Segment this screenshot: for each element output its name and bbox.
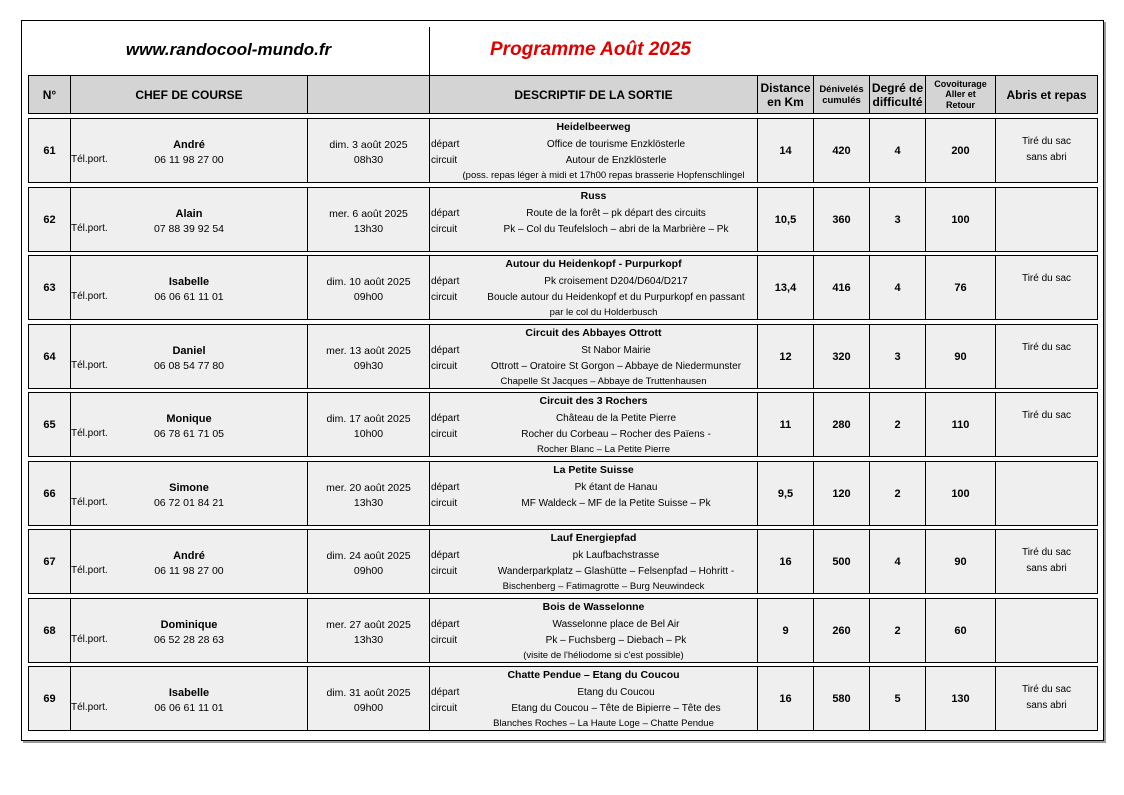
phone-label: Tél.port. bbox=[71, 360, 108, 371]
repas-line1: Tiré du sac bbox=[1021, 547, 1072, 558]
table-row bbox=[28, 666, 1098, 731]
depart-location: pk Laufbachstrasse bbox=[572, 550, 660, 561]
distance-value: 14 bbox=[758, 119, 814, 182]
leader-phone: 06 06 61 11 01 bbox=[154, 702, 224, 714]
description-cell bbox=[430, 393, 758, 456]
outing-title: Circuit des 3 Rochers bbox=[539, 395, 648, 407]
circuit-extra: par le col du Holderbusch bbox=[549, 307, 658, 318]
outing-title: Heidelbeerweg bbox=[556, 121, 631, 133]
leader-phone: 06 08 54 77 80 bbox=[153, 360, 225, 372]
date-cell bbox=[308, 599, 430, 662]
leader-name: André bbox=[173, 550, 205, 562]
outing-title: Lauf Energiepfad bbox=[550, 532, 637, 544]
outing-number: 66 bbox=[29, 462, 71, 525]
depart-label: départ bbox=[431, 687, 460, 698]
difficulty-value: 5 bbox=[870, 667, 926, 730]
phone-label: Tél.port. bbox=[71, 497, 108, 508]
denivele-value: 416 bbox=[814, 256, 870, 319]
depart-label: départ bbox=[431, 619, 460, 630]
col-date-header bbox=[308, 76, 430, 113]
leader-phone: 07 88 39 92 54 bbox=[153, 223, 225, 235]
col-deniveles-line1: Dénivelés bbox=[819, 83, 864, 95]
difficulty-value: 2 bbox=[870, 393, 926, 456]
depart-label: départ bbox=[431, 482, 460, 493]
leader-phone: 06 06 61 11 01 bbox=[154, 291, 224, 303]
distance-value: 12 bbox=[758, 325, 814, 388]
circuit-extra: (visite de l'héliodome si c'est possible) bbox=[523, 650, 684, 661]
leader-name: Daniel bbox=[172, 345, 206, 357]
leader-cell bbox=[71, 462, 308, 525]
depart-label: départ bbox=[431, 276, 460, 287]
table-row bbox=[28, 461, 1098, 526]
depart-location: Pk croisement D204/D604/D217 bbox=[544, 276, 688, 287]
outing-time: 09h00 bbox=[353, 565, 384, 577]
covoiturage-value: 200 bbox=[926, 119, 996, 182]
difficulty-value: 2 bbox=[870, 599, 926, 662]
leader-phone: 06 11 98 27 00 bbox=[154, 154, 224, 166]
difficulty-value: 3 bbox=[870, 325, 926, 388]
leader-phone: 06 52 28 28 63 bbox=[153, 634, 225, 646]
phone-label: Tél.port. bbox=[71, 223, 108, 234]
leader-name: Isabelle bbox=[168, 687, 210, 699]
col-descriptif-header: DESCRIPTIF DE LA SORTIE bbox=[430, 76, 758, 113]
circuit-route: Etang du Coucou – Tête de Bipierre – Tête des bbox=[511, 703, 721, 714]
abris-repas-cell bbox=[996, 530, 1097, 593]
covoiturage-value: 130 bbox=[926, 667, 996, 730]
date-cell bbox=[308, 256, 430, 319]
col-covoiturage-line2: Aller et bbox=[945, 89, 976, 100]
outing-time: 09h30 bbox=[353, 360, 384, 372]
programme-title: Programme Août 2025 bbox=[490, 39, 691, 60]
leader-cell bbox=[71, 393, 308, 456]
depart-label: départ bbox=[431, 550, 460, 561]
date-cell bbox=[308, 462, 430, 525]
col-covoiturage-line1: Covoiturage bbox=[934, 78, 987, 89]
leader-phone: 06 78 61 71 05 bbox=[153, 428, 225, 440]
depart-location: Pk étant de Hanau bbox=[574, 482, 658, 493]
leader-name: André bbox=[173, 139, 205, 151]
outing-date: mer. 6 août 2025 bbox=[329, 208, 408, 220]
circuit-extra: (poss. repas léger à midi et 17h00 repas brasserie Hopfenschlingel bbox=[462, 170, 745, 181]
site-url: www.randocool-mundo.fr bbox=[125, 40, 332, 59]
covoiturage-value: 100 bbox=[926, 462, 996, 525]
col-distance-header bbox=[758, 76, 814, 113]
table-row bbox=[28, 255, 1098, 320]
leader-name: Alain bbox=[175, 208, 203, 220]
abris-repas-cell bbox=[996, 325, 1097, 388]
abris-repas-cell bbox=[996, 119, 1097, 182]
leader-cell bbox=[71, 256, 308, 319]
leader-cell bbox=[71, 188, 308, 251]
circuit-label: circuit bbox=[431, 361, 458, 372]
circuit-label: circuit bbox=[431, 498, 458, 509]
col-deniveles-header bbox=[814, 76, 870, 113]
date-cell bbox=[308, 188, 430, 251]
date-cell bbox=[308, 667, 430, 730]
col-degre-line2: difficulté bbox=[872, 94, 923, 109]
description-cell bbox=[430, 462, 758, 525]
denivele-value: 580 bbox=[814, 667, 870, 730]
circuit-route: MF Waldeck – MF de la Petite Suisse – Pk bbox=[521, 498, 711, 509]
outing-date: dim. 31 août 2025 bbox=[326, 687, 411, 699]
covoiturage-value: 76 bbox=[926, 256, 996, 319]
col-num-header: N° bbox=[29, 76, 71, 113]
outing-title: La Petite Suisse bbox=[553, 464, 634, 476]
depart-label: départ bbox=[431, 139, 460, 150]
date-cell bbox=[308, 325, 430, 388]
difficulty-value: 4 bbox=[870, 530, 926, 593]
phone-label: Tél.port. bbox=[71, 702, 108, 713]
covoiturage-value: 60 bbox=[926, 599, 996, 662]
circuit-label: circuit bbox=[431, 224, 458, 235]
col-chef-header: CHEF DE COURSE bbox=[71, 76, 308, 113]
covoiturage-value: 90 bbox=[926, 325, 996, 388]
leader-cell bbox=[71, 325, 308, 388]
abris-repas-cell bbox=[996, 393, 1097, 456]
depart-location: St Nabor Mairie bbox=[581, 345, 651, 356]
distance-value: 13,4 bbox=[758, 256, 814, 319]
repas-line1: Tiré du sac bbox=[1021, 136, 1072, 147]
outing-time: 09h00 bbox=[353, 291, 384, 303]
phone-label: Tél.port. bbox=[71, 565, 108, 576]
outing-title: Autour du Heidenkopf - Purpurkopf bbox=[505, 258, 682, 270]
table-row bbox=[28, 529, 1098, 594]
phone-label: Tél.port. bbox=[71, 154, 108, 165]
abris-repas-cell bbox=[996, 256, 1097, 319]
phone-label: Tél.port. bbox=[71, 291, 108, 302]
date-cell bbox=[308, 530, 430, 593]
circuit-extra: Bischenberg – Fatimagrotte – Burg Neuwindeck bbox=[502, 581, 705, 592]
repas-line2: sans abri bbox=[1026, 152, 1067, 163]
date-cell bbox=[308, 119, 430, 182]
description-cell bbox=[430, 325, 758, 388]
leader-name: Dominique bbox=[160, 619, 218, 631]
col-distance-line2: en Km bbox=[767, 94, 804, 109]
repas-line1: Tiré du sac bbox=[1021, 273, 1072, 284]
denivele-value: 500 bbox=[814, 530, 870, 593]
covoiturage-value: 100 bbox=[926, 188, 996, 251]
denivele-value: 120 bbox=[814, 462, 870, 525]
leader-name: Simone bbox=[169, 482, 209, 494]
covoiturage-value: 110 bbox=[926, 393, 996, 456]
leader-phone: 06 11 98 27 00 bbox=[154, 565, 224, 577]
col-deniveles-line2: cumulés bbox=[822, 94, 861, 106]
repas-line2: sans abri bbox=[1026, 700, 1067, 711]
circuit-label: circuit bbox=[431, 635, 458, 646]
difficulty-value: 4 bbox=[870, 256, 926, 319]
outing-date: dim. 24 août 2025 bbox=[326, 550, 411, 562]
col-abris-header: Abris et repas bbox=[1006, 87, 1087, 102]
outing-number: 64 bbox=[29, 325, 71, 388]
outing-title: Bois de Wasselonne bbox=[542, 601, 645, 613]
outing-date: dim. 17 août 2025 bbox=[326, 413, 411, 425]
abris-repas-cell bbox=[996, 188, 1097, 251]
distance-value: 11 bbox=[758, 393, 814, 456]
leader-name: Monique bbox=[166, 413, 212, 425]
distance-value: 16 bbox=[758, 530, 814, 593]
col-degre-line1: Degré de bbox=[871, 80, 924, 95]
document-header bbox=[22, 21, 1103, 75]
description-cell bbox=[430, 599, 758, 662]
denivele-value: 260 bbox=[814, 599, 870, 662]
leader-phone: 06 72 01 84 21 bbox=[153, 497, 225, 509]
outing-date: mer. 27 août 2025 bbox=[326, 619, 411, 631]
table-row bbox=[28, 118, 1098, 183]
col-distance-line1: Distance bbox=[760, 80, 811, 95]
description-cell bbox=[430, 530, 758, 593]
repas-line1: Tiré du sac bbox=[1021, 684, 1072, 695]
header-divider bbox=[429, 27, 430, 75]
outing-date: mer. 20 août 2025 bbox=[326, 482, 411, 494]
phone-label: Tél.port. bbox=[71, 634, 108, 645]
phone-label: Tél.port. bbox=[71, 428, 108, 439]
circuit-extra: Rocher Blanc – La Petite Pierre bbox=[536, 444, 671, 455]
distance-value: 16 bbox=[758, 667, 814, 730]
covoiturage-value: 90 bbox=[926, 530, 996, 593]
outing-number: 65 bbox=[29, 393, 71, 456]
leader-cell bbox=[71, 119, 308, 182]
outing-number: 61 bbox=[29, 119, 71, 182]
circuit-route: Pk – Fuchsberg – Diebach – Pk bbox=[545, 635, 687, 646]
repas-line2: sans abri bbox=[1026, 563, 1067, 574]
table-row bbox=[28, 187, 1098, 252]
table-header bbox=[28, 75, 1098, 114]
depart-location: Etang du Coucou bbox=[577, 687, 655, 698]
depart-location: Route de la forêt – pk départ des circuits bbox=[526, 208, 706, 219]
description-cell bbox=[430, 188, 758, 251]
distance-value: 10,5 bbox=[758, 188, 814, 251]
leader-cell bbox=[71, 599, 308, 662]
outing-time: 08h30 bbox=[353, 154, 384, 166]
leader-name: Isabelle bbox=[168, 276, 210, 288]
leader-cell bbox=[71, 667, 308, 730]
table-row bbox=[28, 392, 1098, 457]
outing-date: dim. 3 août 2025 bbox=[329, 139, 408, 151]
circuit-label: circuit bbox=[431, 703, 458, 714]
distance-value: 9 bbox=[758, 599, 814, 662]
circuit-label: circuit bbox=[431, 155, 458, 166]
circuit-route: Wanderparkplatz – Glashütte – Felsenpfad – Hohritt - bbox=[497, 566, 735, 577]
outing-number: 68 bbox=[29, 599, 71, 662]
depart-label: départ bbox=[431, 413, 460, 424]
circuit-route: Boucle autour du Heidenkopf et du Purpurkopf en passant bbox=[487, 292, 745, 303]
col-covoiturage-header bbox=[926, 76, 996, 113]
abris-repas-cell bbox=[996, 667, 1097, 730]
table-row bbox=[28, 598, 1098, 663]
outing-date: mer. 13 août 2025 bbox=[326, 345, 411, 357]
difficulty-value: 4 bbox=[870, 119, 926, 182]
distance-value: 9,5 bbox=[758, 462, 814, 525]
depart-location: Château de la Petite Pierre bbox=[555, 413, 677, 424]
difficulty-value: 3 bbox=[870, 188, 926, 251]
denivele-value: 420 bbox=[814, 119, 870, 182]
circuit-label: circuit bbox=[431, 566, 458, 577]
outing-number: 69 bbox=[29, 667, 71, 730]
date-cell bbox=[308, 393, 430, 456]
outing-time: 09h00 bbox=[353, 702, 384, 714]
outing-time: 13h30 bbox=[353, 634, 384, 646]
denivele-value: 280 bbox=[814, 393, 870, 456]
programme-document bbox=[21, 20, 1104, 741]
outing-title: Chatte Pendue – Etang du Coucou bbox=[507, 669, 680, 681]
col-covoiturage-line3: Retour bbox=[946, 99, 975, 110]
description-cell bbox=[430, 667, 758, 730]
outing-time: 13h30 bbox=[353, 497, 384, 509]
depart-location: Office de tourisme Enzklösterle bbox=[546, 139, 686, 150]
abris-repas-cell bbox=[996, 462, 1097, 525]
leader-cell bbox=[71, 530, 308, 593]
outing-title: Circuit des Abbayes Ottrott bbox=[525, 327, 662, 339]
circuit-extra: Chapelle St Jacques – Abbaye de Truttenhausen bbox=[500, 376, 707, 387]
outing-number: 63 bbox=[29, 256, 71, 319]
circuit-label: circuit bbox=[431, 429, 458, 440]
outing-date: dim. 10 août 2025 bbox=[326, 276, 411, 288]
circuit-route: Ottrott – Oratoire St Gorgon – Abbaye de Niedermunster bbox=[490, 361, 742, 372]
outing-time: 13h30 bbox=[353, 223, 384, 235]
denivele-value: 360 bbox=[814, 188, 870, 251]
difficulty-value: 2 bbox=[870, 462, 926, 525]
outing-time: 10h00 bbox=[353, 428, 384, 440]
circuit-extra: Blanches Roches – La Haute Loge – Chatte Pendue bbox=[493, 718, 714, 729]
depart-label: départ bbox=[431, 208, 460, 219]
outing-number: 67 bbox=[29, 530, 71, 593]
circuit-route: Rocher du Corbeau – Rocher des Païens - bbox=[521, 429, 711, 440]
circuit-route: Pk – Col du Teufelsloch – abri de la Marbrière – Pk bbox=[503, 224, 729, 235]
depart-location: Wasselonne place de Bel Air bbox=[552, 619, 680, 630]
repas-line1: Tiré du sac bbox=[1021, 410, 1072, 421]
description-cell bbox=[430, 256, 758, 319]
circuit-label: circuit bbox=[431, 292, 458, 303]
circuit-route: Autour de Enzklösterle bbox=[565, 155, 667, 166]
outing-number: 62 bbox=[29, 188, 71, 251]
repas-line1: Tiré du sac bbox=[1021, 342, 1072, 353]
table-row bbox=[28, 324, 1098, 389]
outing-title: Russ bbox=[580, 190, 607, 202]
abris-repas-cell bbox=[996, 599, 1097, 662]
denivele-value: 320 bbox=[814, 325, 870, 388]
depart-label: départ bbox=[431, 345, 460, 356]
col-degre-header bbox=[870, 76, 926, 113]
description-cell bbox=[430, 119, 758, 182]
